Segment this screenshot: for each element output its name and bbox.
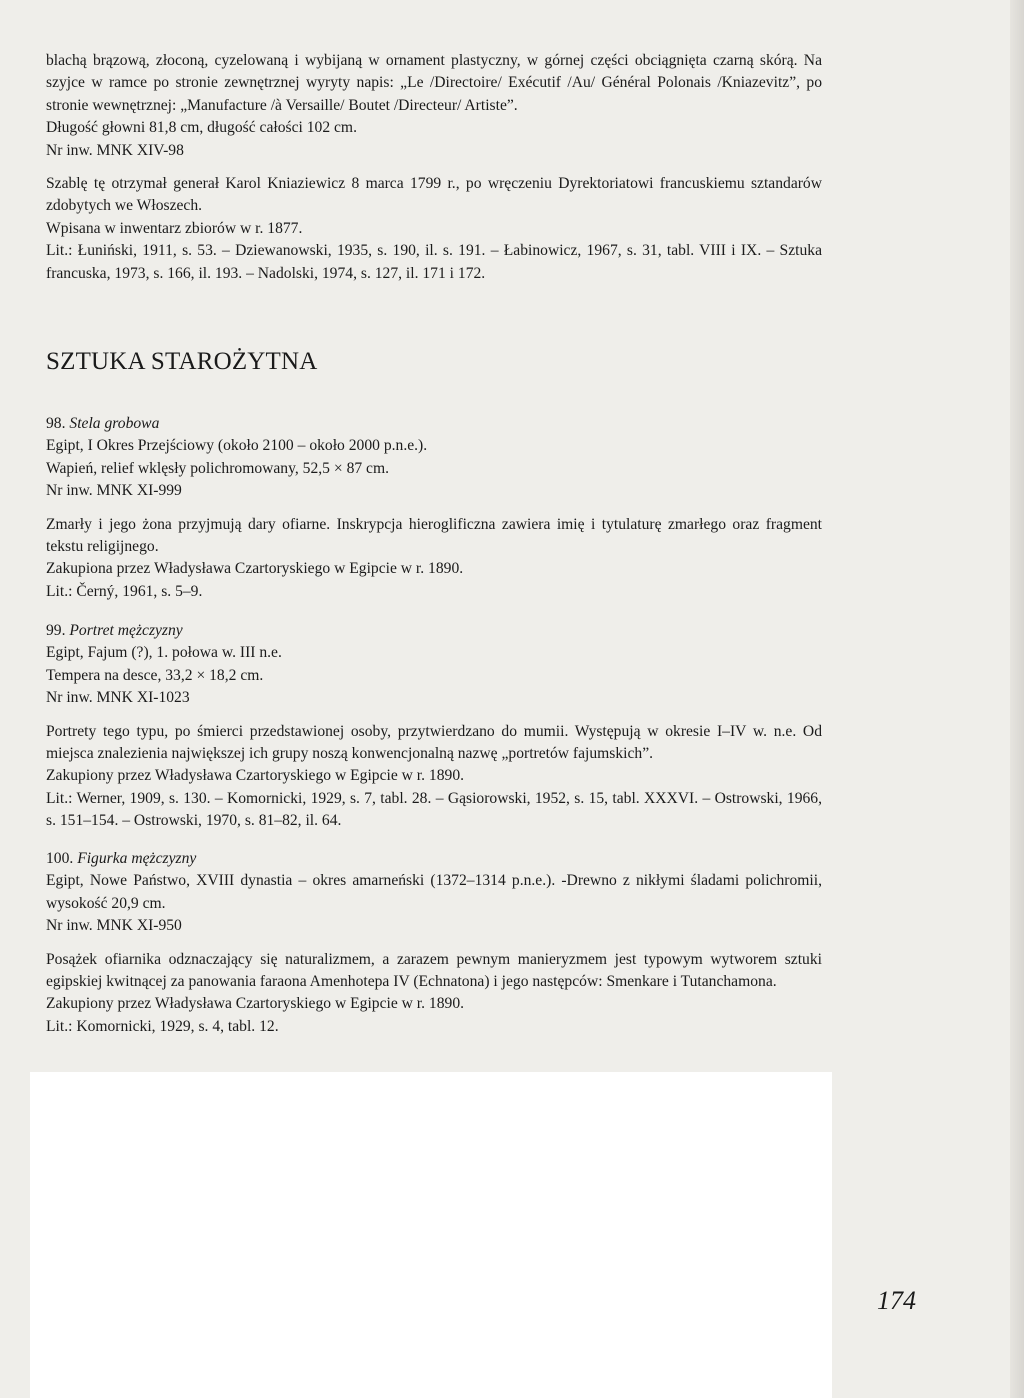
catalog-entry-99 — [46, 620, 822, 833]
entry-number: 99. — [46, 622, 66, 639]
entry-material: Tempera na desce, 33,2 × 18,2 cm. — [46, 666, 264, 684]
entry-origin: Egipt, Fajum (?), 1. połowa w. III n.e. — [46, 644, 282, 662]
entry-heading — [46, 620, 822, 642]
entry-heading — [46, 848, 822, 870]
intro-acquisition: Wpisana w inwentarz zbiorów w r. 1877. — [46, 219, 303, 237]
entry-inventory-number: Nr inw. MNK XI-1023 — [46, 689, 190, 707]
intro-dimensions: Długość głowni 81,8 cm, długość całości 102 cm. — [46, 119, 357, 137]
blank-image-area — [30, 1072, 832, 1398]
intro-literature: Lit.: Łuniński, 1911, s. 53. – Dziewanowski, 1935, s. 190, il. s. 191. – Łabinowicz, 1967, s. 31, tabl. VIII i IX. – Sztuka francuska, 1973, s. 166, il. 193. – Nadolski, 1974, s. 127, il. 171 i 172. — [46, 242, 822, 282]
entry-heading — [46, 413, 822, 435]
entry-literature: Lit.: Werner, 1909, s. 130. – Komornicki, 1929, s. 7, tabl. 28. – Gąsiorowski, 1952, s. 15, tabl. XXXVI. – Ostrowski, 1966, s. 151–154. – Ostrowski, 1970, s. 81–82, il. 64. — [46, 789, 822, 830]
catalog-entry-100 — [46, 848, 822, 1038]
entry-description: Zmarły i jego żona przyjmują dary ofiarne. Inskrypcja hieroglificzna zawiera imię i tytulaturę zmarłego oraz fragment tekstu religijnego. — [46, 515, 822, 556]
catalog-entry-98 — [46, 413, 822, 603]
entry-inventory-number: Nr inw. MNK XI-999 — [46, 482, 182, 500]
entry-acquisition: Zakupiony przez Władysława Czartoryskiego w Egipcie w r. 1890. — [46, 767, 465, 785]
entry-material: Wapień, relief wklęsły polichromowany, 52,5 × 87 cm. — [46, 459, 390, 477]
entry-origin: Egipt, Nowe Państwo, XVIII dynastia – okres amarneński (1372–1314 p.n.e.). -Drewno z nikłymi śladami polichromii, wysokość 20,9 cm. — [46, 872, 822, 912]
entry-title: Figurka mężczyzny — [77, 850, 197, 867]
entry-title: Stela grobowa — [69, 415, 160, 432]
section-title: SZTUKA STAROŻYTNA — [46, 348, 318, 375]
entry-description: Posążek ofiarnika odznaczający się naturalizmem, a zarazem pewnym manieryzmem jest typowym wytworem sztuki egipskiej kwitnącej za panowania faraona Amenhotepa IV (Echnatona) i jego następców: Smenkare i Tutanchamona. — [46, 950, 822, 991]
entry-inventory-number: Nr inw. MNK XI-950 — [46, 917, 182, 935]
intro-inventory-number: Nr inw. MNK XIV-98 — [46, 141, 184, 159]
entry-literature: Lit.: Komornicki, 1929, s. 4, tabl. 12. — [46, 1017, 279, 1035]
entry-acquisition: Zakupiony przez Władysława Czartoryskiego w Egipcie w r. 1890. — [46, 995, 465, 1013]
entry-description: Portrety tego typu, po śmierci przedstawionej osoby, przytwierdzano do mumii. Występują w okresie I–IV w. n.e. Od miejsca znalezienia największej ich grupy noszą konwencjonalną nazwę „portretów fajumskich”. — [46, 722, 822, 763]
entry-number: 98. — [46, 415, 66, 432]
entry-number: 100. — [46, 850, 74, 867]
entry-acquisition: Zakupiona przez Władysława Czartoryskiego w Egipcie w r. 1890. — [46, 560, 464, 578]
entry-literature: Lit.: Černý, 1961, s. 5–9. — [46, 582, 203, 600]
page-edge — [1010, 0, 1024, 1398]
page-number: 174 — [877, 1286, 916, 1315]
intro-history: Szablę tę otrzymał generał Karol Kniaziewicz 8 marca 1799 r., po wręczeniu Dyrektoriatowi francuskiemu sztandarów zdobytych we Włoszech. — [46, 175, 822, 215]
intro-continuation — [46, 50, 822, 285]
intro-description: blachą brązową, złoconą, cyzelowaną i wybijaną w ornament plastyczny, w górnej części obciągnięta czarną skórą. Na szyjce w ramce po stronie zewnętrznej wyryty napis: „Le /Directoire/ Exécutif /Au/ Général Polonais /Kniazevitz”, po stronie wewnętrznej: „Manufacture /à Versaille/ Boutet /Directeur/ Artiste”. — [46, 52, 822, 114]
entry-title: Portret mężczyzny — [69, 622, 183, 639]
entry-origin: Egipt, I Okres Przejściowy (około 2100 – około 2000 p.n.e.). — [46, 437, 428, 455]
